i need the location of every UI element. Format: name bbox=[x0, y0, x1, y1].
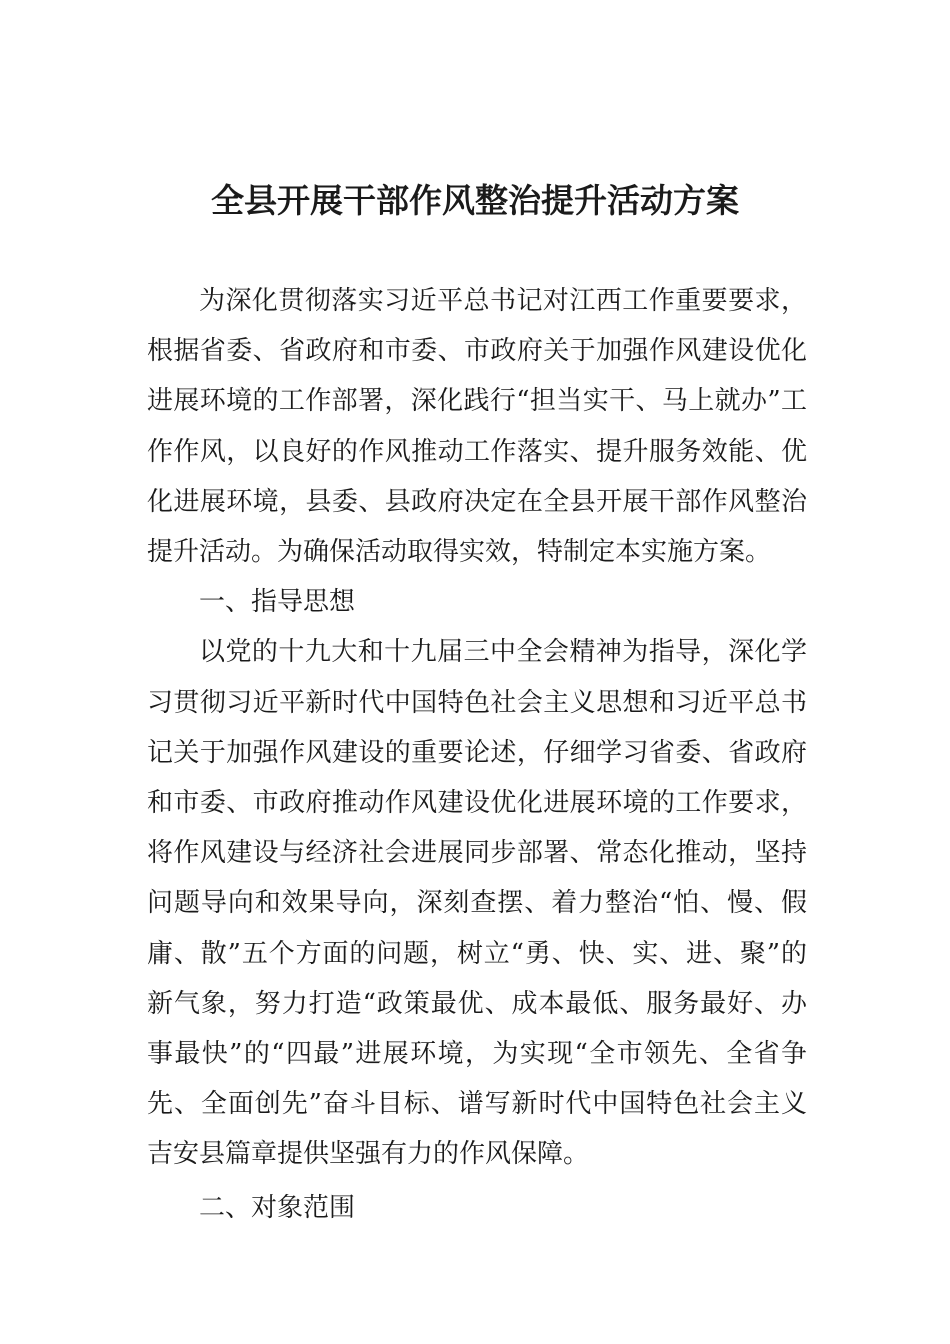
section-heading-guiding-thought: 一、指导思想 bbox=[199, 587, 356, 618]
document-title: 全县开展干部作风整治提升活动方案 bbox=[211, 181, 739, 220]
section-paragraph-guiding-thought: 以党的十九大和十九届三中全会精神为指导，深化学习贯彻习近平新时代中国特色社会主义思想和习近平总书记关于加强作风建设的重要论述，仔细学习省委、省政府和市委、市政府推动作风建设优化进展环境的工作要求，将作风建设与经济社会进展同步部署、常态化推动，坚持问题导向和效果导向，深刻查摆、着力整治“怕、慢、假庸、散”五个方面的问题，树立“勇、快、实、进、聚”的新气象，努力打造“政策最优、成本最低、服务最好、办事最快”的“四最”进展环境，为实现“全市领先、全省争先、全面创先”奋斗目标、谱写新时代中国特色社会主义吉安县篇章提供坚强有力的作风保障。 bbox=[147, 637, 807, 1170]
document-body bbox=[147, 276, 807, 1233]
intro-paragraph: 为深化贯彻落实习近平总书记对江西工作重要要求，根据省委、省政府和市委、市政府关于加强作风建设优化进展环境的工作部署，深化践行“担当实干、马上就办”工作作风，以良好的作风推动工作落实、提升服务效能、优化进展环境，县委、县政府决定在全县开展干部作风整治提升活动。为确保活动取得实效，特制定本实施方案。 bbox=[147, 286, 807, 568]
section-heading-scope: 二、对象范围 bbox=[199, 1192, 356, 1223]
